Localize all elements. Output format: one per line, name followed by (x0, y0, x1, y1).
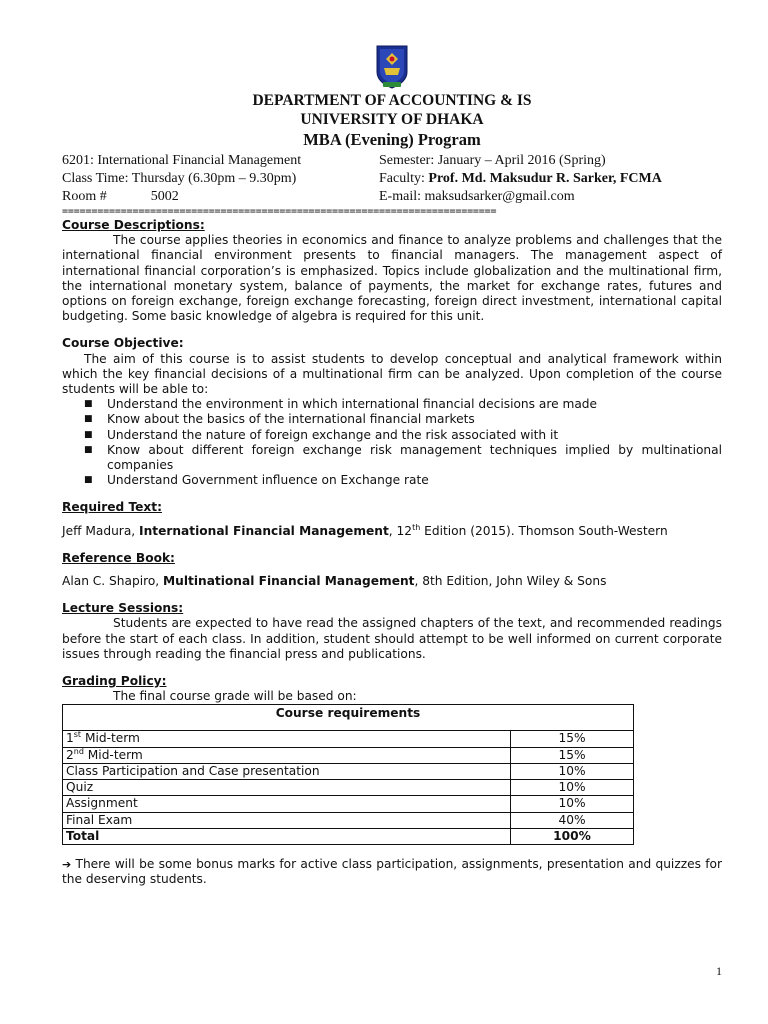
table-row (63, 796, 634, 812)
requirement-weight: 10% (511, 763, 634, 779)
requirement-label: Class Participation and Case presentation (63, 763, 511, 779)
requirement-label: Final Exam (63, 812, 511, 828)
requirement-label: 2nd Mid-term (63, 747, 511, 763)
bullet-icon: ■ (84, 444, 93, 455)
bullet-icon: ■ (84, 399, 93, 410)
faculty-name: Prof. Md. Maksudur R. Sarker, FCMA (428, 171, 662, 186)
table-row (63, 731, 634, 747)
lecture-sessions-heading: Lecture Sessions: (62, 601, 184, 616)
separator-line: ========================================================================== (62, 206, 497, 217)
list-item: ■ Understand Government influence on Exchange rate (84, 473, 429, 488)
course-info (62, 152, 722, 206)
faculty-label: Faculty: (379, 171, 429, 186)
requirement-weight: 15% (511, 747, 634, 763)
department-title: DEPARTMENT OF ACCOUNTING & IS (252, 92, 532, 109)
grading-intro: The final course grade will be based on: (113, 689, 357, 704)
class-time: Class Time: Thursday (6.30pm – 9.30pm) (62, 171, 297, 186)
list-item: ■ Know about the basics of the international financial markets (84, 412, 475, 427)
table-row (63, 780, 634, 796)
requirement-label: 1st Mid-term (63, 731, 511, 747)
university-title: UNIVERSITY OF DHAKA (300, 111, 484, 128)
lecture-sessions-text: Students are expected to have read the assigned chapters of the text, and recommended readings before the start of each class. In addition, student should attempt to be well informed on current corporate issues through reading the financial press and publications. (62, 616, 722, 661)
room-number: 5002 (150, 189, 179, 204)
email-info: E-mail: maksudsarker@gmail.com (379, 189, 575, 204)
list-item: ■ Understand the environment in which international financial decisions are made (84, 397, 598, 412)
reference-book-title: Multinational Financial Management (163, 574, 415, 589)
bonus-note: ➔ There will be some bonus marks for active class participation, assignments, presentation and quizzes for the deserving students. (62, 856, 722, 887)
requirement-label: Assignment (63, 796, 511, 812)
objective-heading: Course Objective: (62, 336, 184, 351)
total-label: Total (63, 828, 511, 844)
program-title: MBA (Evening) Program (303, 130, 481, 149)
table-row (63, 747, 634, 763)
table-header: Course requirements (63, 705, 634, 731)
requirement-weight: 10% (511, 780, 634, 796)
requirement-weight: 15% (511, 731, 634, 747)
room-info (62, 188, 379, 206)
requirement-weight: 40% (511, 812, 634, 828)
faculty-info (379, 170, 662, 188)
document-header (62, 91, 722, 150)
semester-info: Semester: January – April 2016 (Spring) (379, 153, 606, 168)
objective-text: The aim of this course is to assist students to develop conceptual and analytical framework within which the key financial decisions of a multinational firm can be analyzed. Upon completion of the course students will be able to: (62, 351, 722, 397)
grading-policy-heading: Grading Policy: (62, 674, 167, 689)
grading-table (62, 704, 634, 844)
total-weight: 100% (511, 828, 634, 844)
list-item: ■ Know about different foreign exchange risk management techniques implied by multinational companies (84, 442, 722, 473)
table-row (63, 812, 634, 828)
bullet-icon: ■ (84, 429, 93, 440)
table-total-row (63, 828, 634, 844)
required-text-title: International Financial Management (139, 523, 389, 538)
reference-book-heading: Reference Book: (62, 550, 175, 565)
bullet-icon: ■ (84, 414, 93, 425)
table-row (63, 763, 634, 779)
list-item: ■ Understand the nature of foreign exchange and the risk associated with it (84, 427, 559, 442)
objective-list (62, 397, 722, 488)
required-text-citation: Jeff Madura, International Financial Management, 12th Edition (2015). Thomson South-Western (62, 522, 668, 538)
page-number: 1 (716, 964, 722, 978)
table-header-row (63, 705, 634, 731)
descriptions-heading: Course Descriptions: (62, 218, 205, 232)
university-crest-logo (374, 44, 410, 90)
arrow-right-icon: ➔ (62, 857, 72, 871)
document-page (62, 44, 722, 887)
reference-book-citation: Alan C. Shapiro, Multinational Financial Management, 8th Edition, John Wiley & Sons (62, 574, 607, 589)
required-text-heading: Required Text: (62, 500, 162, 515)
descriptions-text: The course applies theories in economics and finance to analyze problems and challenges that the international financial environment presents to financial managers. The management aspect of international financial corporation’s is emphasized. Topics include globalization and the multinational firm, the international monetary system, balance of payments, the market for exchange rates, futures and options on foreign exchange, foreign exchange forecasting, foreign direct investment, international capital budgeting. Some basic knowledge of algebra is required for this unit. (62, 233, 722, 324)
bullet-icon: ■ (84, 475, 93, 486)
course-code-title: 6201: International Financial Management (62, 153, 302, 168)
room-label: Room # (62, 189, 107, 204)
requirement-weight: 10% (511, 796, 634, 812)
requirement-label: Quiz (63, 780, 511, 796)
